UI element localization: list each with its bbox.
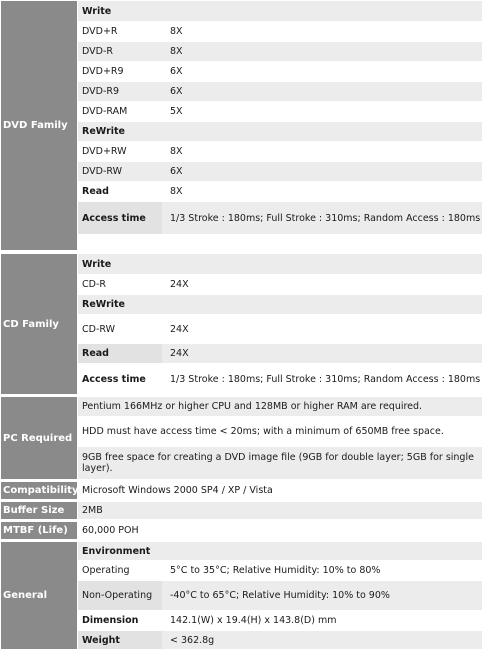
pc-required-text: 9GB free space for creating a DVD image file (9GB for double layer; 5GB for single layer). [82, 452, 474, 474]
dimension-row [78, 611, 482, 630]
access-time-label: Access time [82, 373, 146, 385]
spec-key: DVD-RW [82, 166, 122, 177]
read-label: Read [82, 186, 109, 197]
spec-row [78, 42, 482, 61]
spec-key: DVD+R [82, 26, 118, 37]
spec-value: 24X [170, 323, 189, 335]
spec-key: DVD+RW [82, 146, 127, 157]
access-time-label: Access time [78, 202, 162, 234]
spec-row [78, 62, 482, 81]
mtbf-row [78, 522, 482, 539]
subheader-rewrite [78, 122, 482, 141]
access-time-row [78, 364, 482, 394]
rewrite-header: ReWrite [82, 299, 125, 310]
non-operating-label: Non-Operating [78, 581, 162, 610]
category-dvd-family: DVD Family [1, 1, 77, 250]
subheader-write [78, 1, 482, 21]
spec-value: 6X [170, 66, 183, 77]
section-divider [0, 250, 483, 253]
environment-header: Environment [82, 545, 151, 557]
mtbf-value: 60,000 POH [82, 525, 139, 536]
pc-required-row [78, 417, 482, 446]
spec-row [78, 102, 482, 121]
spec-row [78, 315, 482, 343]
spec-row [78, 162, 482, 181]
spec-value: 6X [170, 86, 183, 97]
subheader-environment [78, 542, 482, 560]
operating-label: Operating [82, 565, 130, 576]
spec-row [78, 82, 482, 101]
compatibility-value: Microsoft Windows 2000 SP4 / XP / Vista [82, 485, 273, 496]
access-time-value: 1/3 Stroke : 180ms; Full Stroke : 310ms; Random Access : 180ms [170, 373, 481, 385]
spec-value: 8X [170, 46, 183, 57]
weight-row [78, 631, 482, 649]
pc-required-row [78, 447, 482, 479]
spec-row [78, 142, 482, 161]
category-compatibility: Compatibility [1, 482, 77, 499]
pc-required-text: Pentium 166MHz or higher CPU and 128MB or higher RAM are required. [82, 401, 423, 412]
subheader-write [78, 254, 482, 274]
category-general: General [1, 542, 77, 649]
spec-key: DVD-R9 [82, 86, 120, 97]
buffer-size-row [78, 502, 482, 519]
spec-key: DVD+R9 [82, 66, 124, 77]
read-row [78, 344, 482, 363]
weight-label: Weight [78, 631, 162, 649]
write-header: Write [82, 258, 112, 270]
category-buffer-size: Buffer Size [1, 502, 77, 519]
spec-row [78, 22, 482, 41]
dimension-value: 142.1(W) x 19.4(H) x 143.8(D) mm [170, 615, 337, 626]
weight-value: < 362.8g [170, 634, 215, 646]
read-value: 24X [170, 348, 189, 359]
spec-key: DVD-RAM [82, 106, 128, 117]
pc-required-row [78, 397, 482, 416]
spec-key: DVD-R [82, 46, 113, 57]
blank-row [78, 235, 482, 250]
read-label: Read [78, 344, 162, 363]
dimension-label: Dimension [82, 615, 139, 626]
buffer-size-value: 2MB [82, 505, 103, 516]
access-time-value: 1/3 Stroke : 180ms; Full Stroke : 310ms; Random Access : 180ms [170, 212, 481, 224]
non-operating-value: -40°C to 65°C; Relative Humidity: 10% to 90% [170, 590, 390, 601]
non-operating-row [78, 581, 482, 610]
pc-required-text: HDD must have access time < 20ms; with a minimum of 650MB free space. [82, 426, 444, 437]
category-mtbf: MTBF (Life) [1, 522, 77, 539]
operating-row [78, 561, 482, 580]
category-pc-required: PC Required [1, 397, 77, 479]
write-header: Write [82, 5, 112, 17]
category-cd-family: CD Family [1, 254, 77, 394]
spec-key: CD-R [82, 279, 106, 290]
read-row [78, 182, 482, 201]
spec-value: 8X [170, 146, 183, 157]
compatibility-row [78, 482, 482, 499]
read-value: 8X [170, 186, 183, 197]
spec-row [78, 275, 482, 294]
operating-value: 5°C to 35°C; Relative Humidity: 10% to 80% [170, 565, 381, 576]
spec-value: 6X [170, 166, 183, 177]
spec-value: 24X [170, 279, 189, 290]
rewrite-header: ReWrite [82, 126, 125, 137]
access-time-row [78, 202, 482, 234]
subheader-rewrite [78, 295, 482, 314]
spec-value: 5X [170, 106, 183, 117]
spec-value: 8X [170, 26, 183, 37]
spec-key: CD-RW [82, 323, 115, 335]
